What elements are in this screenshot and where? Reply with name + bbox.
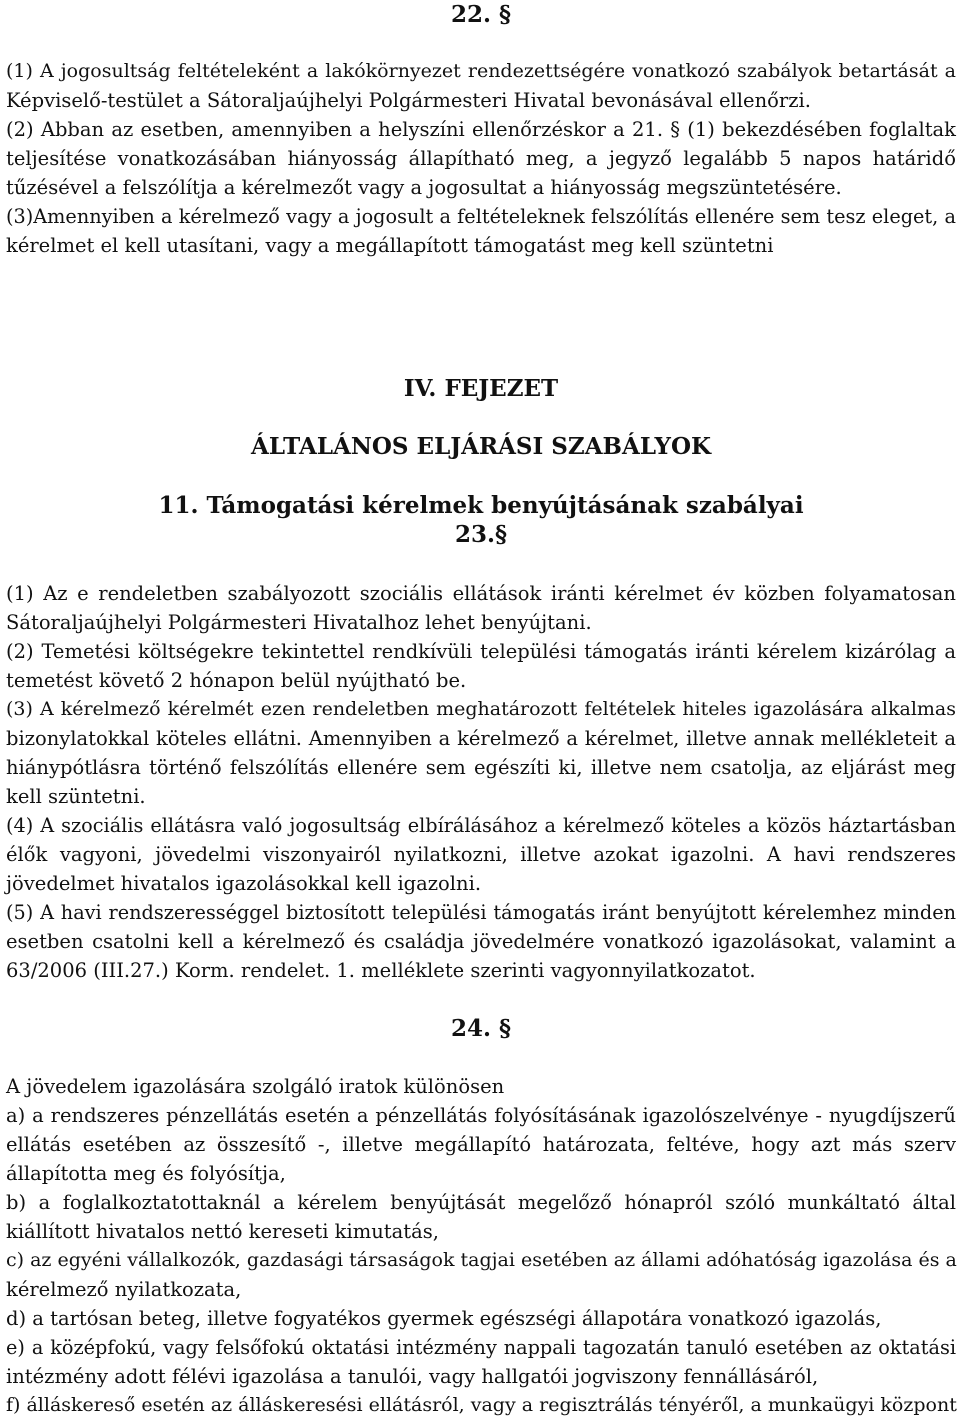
chapter-number: IV. FEJEZET (403, 375, 559, 402)
section-22-line: (3)Amennyiben a kérelmező vagy a jogosult a feltételeknek felszólítás ellenére sem tesz eleget, a (6, 205, 956, 228)
section-22-line: (2) Abban az esetben, amennyiben a helyszíni ellenőrzéskor a 21. § (1) bekezdésében foglaltak (6, 118, 956, 141)
section-24-line: intézmény adott félévi igazolása a tanulói, vagy hallgatói jogviszony fennállásáról, (6, 1365, 819, 1388)
section-22-line: kérelmet el kell utasítani, vagy a megállapított támogatást meg kell szüntetni (6, 234, 774, 257)
section-23-line: kell szüntetni. (6, 785, 146, 808)
section-24-line: d) a tartósan beteg, illetve fogyatékos gyermek egészségi állapotára vonatkozó igazolás, (6, 1307, 882, 1330)
section-24-line: e) a középfokú, vagy felsőfokú oktatási intézmény nappali tagozatán tanuló esetében az oktatási (6, 1336, 956, 1359)
section-24-line: kérelmező nyilatkozata, (6, 1278, 242, 1301)
section-23-line: esetben csatolni kell a kérelmező és családja jövedelmére vonatkozó igazolásokat, valamint a (6, 930, 956, 953)
section-22-line: teljesítése vonatkozásában hiányosság állapítható meg, a jegyző legalább 5 napos határidő (6, 147, 956, 170)
section-23-line: hiánypótlásra történő felszólítás ellenére sem egészíti ki, illetve nem csatolja, az eljárást meg (6, 756, 956, 779)
section-24-line: állapította meg és folyósítja, (6, 1162, 286, 1185)
section-23-line: jövedelmet hivatalos igazolásokkal kell igazolni. (6, 872, 482, 895)
section-24-line: kiállított hivatalos nettó kereseti kimutatás, (6, 1220, 439, 1243)
section-24-title: 24. § (450, 1015, 512, 1042)
chapter-subtitle: 11. Támogatási kérelmek benyújtásának szabályai (158, 492, 804, 519)
section-24-line: b) a foglalkoztatottaknál a kérelem benyújtását megelőző hónapról szóló munkáltató által (6, 1191, 956, 1214)
section-23-line: Sátoraljaújhelyi Polgármesteri Hivatalhoz lehet benyújtani. (6, 611, 592, 634)
section-24-line: c) az egyéni vállalkozók, gazdasági társaságok tagjai esetében az állami adóhatóság igazolása és a (6, 1249, 957, 1271)
section-23-line: (1) Az e rendeletben szabályozott szociális ellátások iránti kérelmet év közben folyamatosan (6, 582, 956, 605)
section-22-title: 22. § (450, 1, 512, 28)
section-23-line: élők vagyoni, jövedelmi viszonyairól nyilatkozni, illetve azokat igazolni. A havi rendszeres (6, 843, 956, 866)
section-23-line: (3) A kérelmező kérelmét ezen rendeletben meghatározott feltételek hiteles igazolására alkalmas (6, 698, 956, 720)
section-23-line: (2) Temetési költségekre tekintettel rendkívüli települési támogatás iránti kérelem kizárólag a (6, 640, 956, 663)
section-23-line: bizonylatokkal köteles ellátni. Amennyiben a kérelmező a kérelmet, illetve annak mellékleteit a (6, 727, 956, 750)
section-22-line: tűzésével a felszólítja a kérelmezőt vagy a jogosultat a hiányosság megszüntetésére. (6, 176, 842, 199)
section-23-line: (4) A szociális ellátásra való jogosultság elbírálásához a kérelmező köteles a közös háztartásban (6, 814, 956, 837)
section-22-line: (1) A jogosultság feltételeként a lakókörnyezet rendezettségére vonatkozó szabályok betartását a (6, 60, 956, 82)
section-23-title: 23.§ (454, 521, 508, 548)
section-23-line: 63/2006 (III.27.) Korm. rendelet. 1. melléklete szerinti vagyonnyilatkozatot. (6, 959, 756, 982)
section-24-line: A jövedelem igazolására szolgáló iratok különösen (6, 1075, 505, 1098)
section-24-line: ellátás esetében az összesítő -, illetve megállapító határozata, feltéve, hogy azt más szerv (6, 1133, 956, 1156)
section-24-line: f) álláskereső esetén az álláskeresési ellátásról, vagy a regisztrálás tényéről, a munkaügyi központ (6, 1394, 957, 1416)
section-23-line: temetést követő 2 hónapon belül nyújtható be. (6, 669, 467, 692)
section-22-line: Képviselő-testület a Sátoraljaújhelyi Polgármesteri Hivatal bevonásával ellenőrzi. (6, 89, 811, 112)
chapter-title: ÁLTALÁNOS ELJÁRÁSI SZABÁLYOK (251, 433, 711, 460)
section-23-line: (5) A havi rendszerességgel biztosított települési támogatás iránt benyújtott kérelemhez minden (6, 901, 956, 924)
section-24-line: a) a rendszeres pénzellátás esetén a pénzellátás folyósításának igazolószelvénye - nyugdíjszerű (6, 1104, 956, 1127)
